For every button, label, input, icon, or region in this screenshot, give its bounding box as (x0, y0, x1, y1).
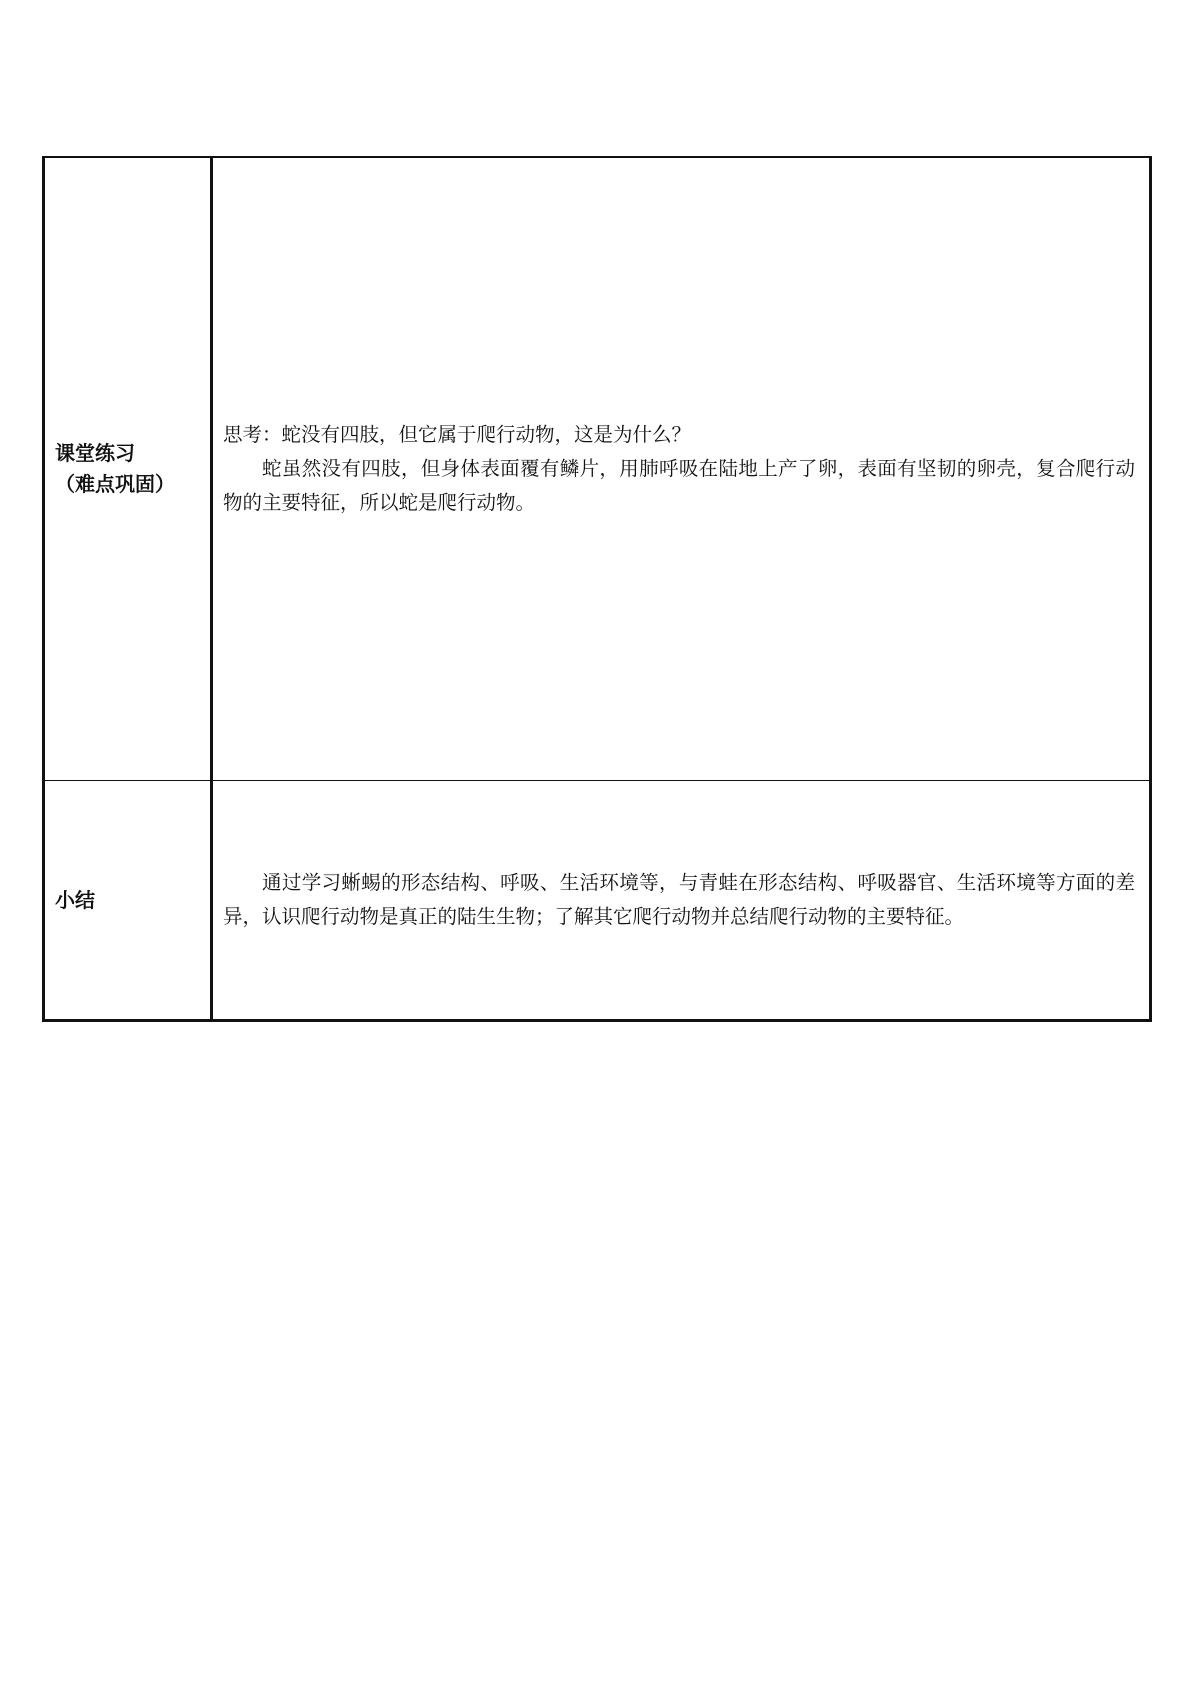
table-row-practice (44, 157, 1151, 781)
summary-content-cell (212, 781, 1151, 1021)
practice-content-cell (212, 157, 1151, 781)
practice-question: 思考：蛇没有四肢，但它属于爬行动物，这是为什么？ (223, 423, 692, 446)
table-row-summary (44, 781, 1151, 1021)
practice-answer: 蛇虽然没有四肢，但身体表面覆有鳞片，用肺呼吸在陆地上产了卵，表面有坚韧的卵壳，复合爬行动物的主要特征，所以蛇是爬行动物。 (223, 457, 1135, 514)
practice-label-title: 课堂练习 (55, 441, 135, 465)
practice-label-cell (44, 157, 212, 781)
summary-label-cell (44, 781, 212, 1021)
summary-label: 小结 (55, 887, 95, 912)
lesson-plan-table (42, 156, 1152, 1022)
summary-text: 通过学习蜥蜴的形态结构、呼吸、生活环境等，与青蛙在形态结构、呼吸器官、生活环境等方面的差异，认识爬行动物是真正的陆生生物；了解其它爬行动物并总结爬行动物的主要特征。 (223, 871, 1135, 928)
practice-label-subtitle: （难点巩固） (55, 472, 175, 496)
